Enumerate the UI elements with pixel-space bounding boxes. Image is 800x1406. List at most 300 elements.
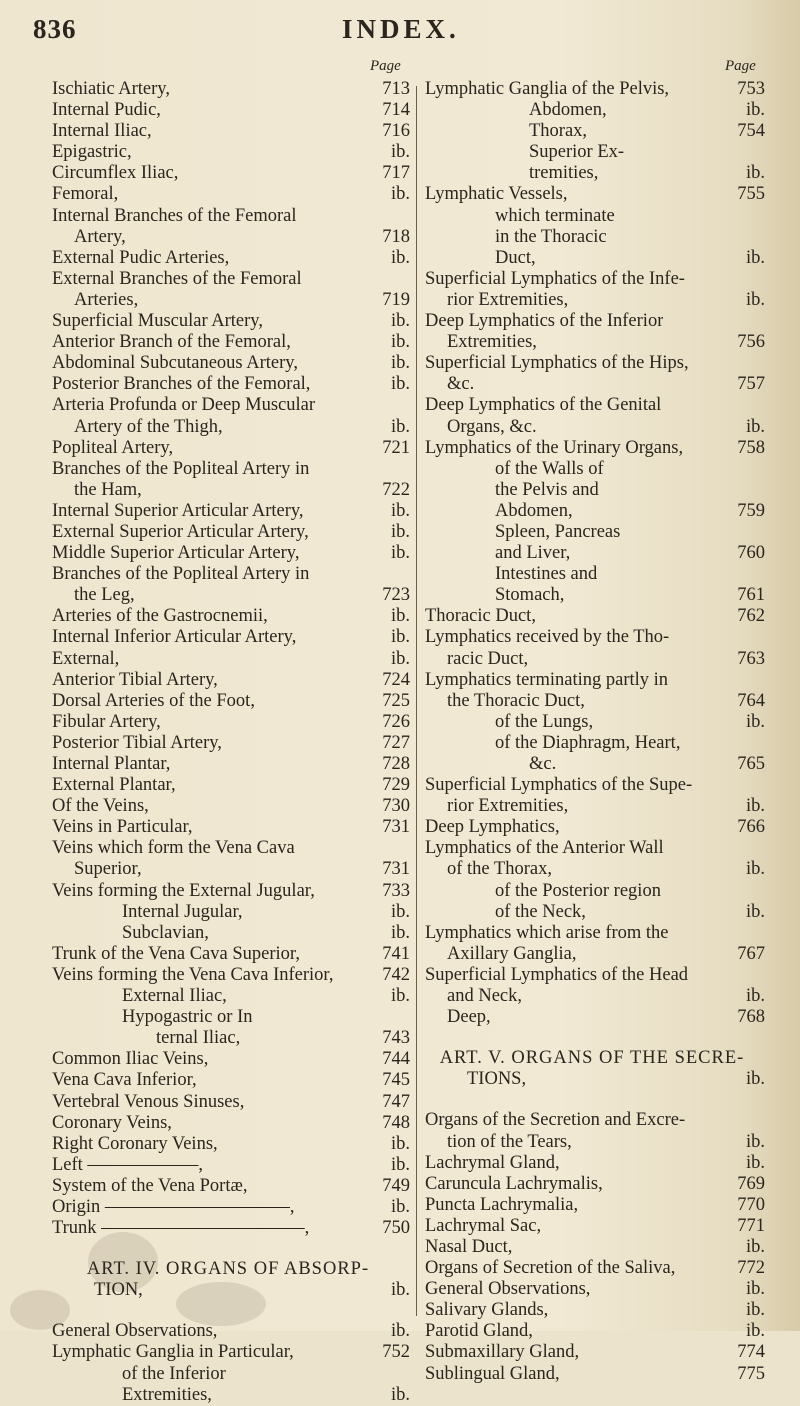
entry-text: Lymphatics which arise from the [425, 922, 669, 943]
entry-text: Subclavian, [122, 922, 209, 943]
entry-page: 753 [737, 79, 765, 99]
index-entry [52, 248, 410, 269]
entry-text: Submaxillary Gland, [425, 1342, 580, 1363]
entry-page: 762 [737, 606, 765, 627]
entry-page: 765 [737, 754, 765, 774]
index-entry [52, 1321, 410, 1342]
entry-text: Femoral, [52, 184, 119, 205]
left-index-list [52, 79, 410, 1406]
entry-text: External Iliac, [122, 986, 227, 1007]
entry-text: Trunk of the Vena Cava Superior, [52, 943, 300, 964]
index-entry [425, 775, 765, 796]
entry-page: 722 [382, 479, 410, 500]
entry-text: Deep Lymphatics of the Genital [425, 395, 662, 416]
index-entry [425, 1258, 765, 1279]
entry-text: Lachrymal Gland, [425, 1152, 560, 1173]
index-entry [52, 1007, 410, 1028]
entry-text: Dorsal Arteries of the Foot, [52, 690, 255, 711]
entry-text: Internal Iliac, [52, 121, 152, 142]
entry-text: Stomach, [495, 585, 565, 606]
entry-page: ib. [390, 247, 410, 268]
index-entry [425, 1174, 765, 1195]
entry-text: Lachrymal Sac, [425, 1215, 542, 1236]
entry-text: Hypogastric or In [122, 1007, 253, 1028]
entry-page: ib. [745, 1131, 765, 1152]
entry-page: 747 [382, 1091, 410, 1112]
entry-page: ib. [745, 1152, 765, 1173]
entry-text: tion of the Tears, [447, 1131, 572, 1152]
entry-page: 774 [737, 1342, 765, 1363]
index-entry [52, 1113, 410, 1134]
entry-text: Deep Lymphatics of the Inferior [425, 311, 664, 332]
entry-text: Veins which form the Vena Cava [52, 838, 295, 859]
index-entry [425, 353, 765, 374]
index-entry [425, 290, 765, 311]
index-entry [425, 163, 765, 184]
index-entry [425, 100, 765, 121]
index-entry [52, 627, 410, 648]
index-entry [52, 712, 410, 733]
entry-page: 758 [737, 437, 765, 458]
index-entry [52, 691, 410, 712]
entry-page: ib. [745, 1279, 765, 1300]
entry-text: Veins forming the External Jugular, [52, 880, 315, 901]
index-entry [425, 670, 765, 691]
index-entry [425, 902, 765, 923]
entry-page: ib. [390, 521, 410, 542]
index-entry [425, 121, 765, 142]
entry-text: Duct, [495, 247, 536, 268]
entry-page: ib. [745, 1236, 765, 1257]
entry-page: 752 [382, 1342, 410, 1363]
entry-page: 723 [382, 585, 410, 606]
entry-text: External Superior Articular Artery, [52, 521, 309, 542]
entry-text: racic Duct, [447, 648, 529, 669]
index-entry [425, 417, 765, 438]
entry-page: 766 [737, 817, 765, 838]
entry-text: Caruncula Lachrymalis, [425, 1173, 603, 1194]
entry-text: Organs of the Secretion and Excre- [425, 1110, 686, 1131]
entry-page: ib. [390, 374, 410, 395]
index-entry [425, 395, 765, 416]
index-entry [52, 1070, 410, 1091]
section-heading [52, 1259, 410, 1280]
entry-text: Arteries, [74, 289, 139, 310]
entry-text: Coronary Veins, [52, 1112, 172, 1133]
index-entry [52, 290, 410, 311]
entry-text: Lymphatic Ganglia in Particular, [52, 1342, 294, 1363]
entry-text: of the Posterior region [495, 880, 661, 901]
index-entry [52, 332, 410, 353]
entry-page: 742 [382, 964, 410, 985]
entry-text: Epigastric, [52, 142, 132, 163]
index-entry [52, 438, 410, 459]
entry-text: of the Walls of [495, 458, 604, 479]
entry-text: Superficial Lymphatics of the Hips, [425, 353, 689, 374]
entry-page: ib. [745, 901, 765, 922]
entry-page: 726 [382, 711, 410, 732]
entry-text: Internal Inferior Articular Artery, [52, 627, 297, 648]
index-entry [425, 1110, 765, 1131]
index-entry [425, 1216, 765, 1237]
index-entry [52, 522, 410, 543]
index-entry [425, 1364, 765, 1385]
entry-text: Deep, [447, 1007, 491, 1028]
entry-text: Extremities, [447, 332, 537, 353]
entry-page: 741 [382, 943, 410, 964]
entry-text: which terminate [495, 205, 615, 226]
index-entry [52, 163, 410, 184]
index-entry [52, 1218, 410, 1239]
entry-page: ib. [390, 543, 410, 564]
index-entry [425, 838, 765, 859]
index-entry [52, 227, 410, 248]
entry-page: 756 [737, 332, 765, 353]
entry-page: ib. [745, 100, 765, 121]
index-entry [425, 1195, 765, 1216]
entry-text: Lymphatics received by the Tho- [425, 627, 670, 648]
index-entry [425, 606, 765, 627]
entry-text: Posterior Tibial Artery, [52, 732, 222, 753]
index-entry [425, 459, 765, 480]
index-entry [52, 733, 410, 754]
entry-text: Veins forming the Vena Cava Inferior, [52, 964, 334, 985]
index-entry [52, 1134, 410, 1155]
entry-text: Intestines and [495, 564, 598, 585]
entry-page: 719 [382, 289, 410, 310]
entry-text: Abdomen, [529, 100, 607, 121]
entry-text: Lymphatics terminating partly in [425, 669, 669, 690]
entry-text: TION, [94, 1280, 143, 1301]
entry-page: 748 [382, 1112, 410, 1133]
index-entry [52, 79, 410, 100]
index-entry [52, 1364, 410, 1385]
entry-text: Nasal Duct, [425, 1236, 513, 1257]
entry-page: 743 [382, 1028, 410, 1049]
entry-text: rior Extremities, [447, 289, 569, 310]
entry-text: of the Lungs, [495, 711, 594, 732]
index-entry [425, 543, 765, 564]
entry-page: ib. [390, 986, 410, 1007]
entry-text: Superior Ex- [529, 142, 625, 163]
index-entry [425, 374, 765, 395]
entry-text: Abdominal Subcutaneous Artery, [52, 353, 298, 374]
index-entry [52, 501, 410, 522]
entry-text: Parotid Gland, [425, 1321, 533, 1342]
index-entry [52, 1280, 410, 1301]
index-entry [52, 1197, 410, 1218]
index-entry [425, 649, 765, 670]
entry-text: rior Extremities, [447, 796, 569, 817]
entry-text: Branches of the Popliteal Artery in [52, 564, 310, 585]
entry-text: Left ——————, [52, 1154, 204, 1175]
index-entry [425, 438, 765, 459]
entry-page: ib. [390, 184, 410, 205]
entry-page: 749 [382, 1175, 410, 1196]
entry-text: the Ham, [74, 479, 142, 500]
entry-text: Artery, [74, 226, 126, 247]
index-entry [425, 733, 765, 754]
entry-page: ib. [390, 606, 410, 627]
entry-page: 767 [737, 943, 765, 964]
entry-page: 729 [382, 775, 410, 796]
entry-text: &c. [447, 374, 475, 395]
index-entry [52, 606, 410, 627]
entry-text: and Neck, [447, 986, 522, 1007]
entry-text: Abdomen, [495, 500, 573, 521]
index-entry [425, 986, 765, 1007]
entry-text: ART. IV. ORGANS OF ABSORP- [86, 1259, 370, 1280]
index-entry [52, 585, 410, 606]
index-entry [425, 311, 765, 332]
entry-text: Arteria Profunda or Deep Muscular [52, 395, 316, 416]
entry-page: ib. [745, 1300, 765, 1321]
page-column-heading: Page [370, 58, 401, 74]
page-column-heading: Page [725, 58, 756, 74]
entry-text: External Pudic Arteries, [52, 247, 230, 268]
entry-text: Origin ——————————, [52, 1196, 295, 1217]
entry-page: ib. [745, 711, 765, 732]
entry-text: Posterior Branches of the Femoral, [52, 374, 311, 395]
entry-text: Lymphatics of the Urinary Organs, [425, 437, 684, 458]
index-entry [425, 1069, 765, 1090]
entry-text: System of the Vena Portæ, [52, 1175, 248, 1196]
entry-page: 725 [382, 690, 410, 711]
entry-text: tremities, [529, 163, 599, 184]
entry-page: 733 [382, 880, 410, 901]
entry-text: Popliteal Artery, [52, 437, 174, 458]
index-entry [425, 142, 765, 163]
index-entry [52, 1092, 410, 1113]
index-entry [52, 817, 410, 838]
entry-text: Branches of the Popliteal Artery in [52, 458, 310, 479]
entry-text: the Leg, [74, 585, 135, 606]
entry-page: ib. [745, 289, 765, 310]
index-entry [52, 944, 410, 965]
entry-page: ib. [390, 648, 410, 669]
entry-page: ib. [745, 247, 765, 268]
index-entry [52, 1155, 410, 1176]
entry-page: 764 [737, 690, 765, 711]
entry-text: Lymphatic Ganglia of the Pelvis, [425, 79, 670, 99]
index-entry [425, 1132, 765, 1153]
index-entry [52, 902, 410, 923]
index-entry [52, 311, 410, 332]
index-entry [425, 1342, 765, 1363]
entry-text: TIONS, [467, 1069, 527, 1090]
entry-page: ib. [390, 416, 410, 437]
entry-page: ib. [745, 986, 765, 1007]
entry-page: 760 [737, 543, 765, 564]
entry-page: 714 [382, 100, 410, 121]
index-entry [425, 184, 765, 205]
right-index-list [425, 79, 765, 1385]
index-entry [425, 1279, 765, 1300]
index-entry [52, 775, 410, 796]
entry-page: 763 [737, 648, 765, 669]
entry-text: Superior, [74, 859, 142, 880]
index-entry [425, 480, 765, 501]
index-entry [52, 374, 410, 395]
index-entry [52, 649, 410, 670]
index-entry [425, 332, 765, 353]
entry-text: Lymphatic Vessels, [425, 184, 568, 205]
index-entry [425, 564, 765, 585]
entry-text: of the Diaphragm, Heart, [495, 732, 681, 753]
entry-text: Superficial Lymphatics of the Infe- [425, 268, 685, 289]
entry-text: Thoracic Duct, [425, 606, 536, 627]
index-entry [425, 248, 765, 269]
entry-page: ib. [390, 353, 410, 374]
entry-text: Veins in Particular, [52, 817, 193, 838]
entry-page: ib. [745, 163, 765, 184]
index-entry [52, 395, 410, 416]
entry-text: Trunk ———————————, [52, 1218, 310, 1239]
index-entry [425, 881, 765, 902]
entry-text: Superficial Lymphatics of the Supe- [425, 775, 693, 796]
index-entry [52, 986, 410, 1007]
index-entry [52, 838, 410, 859]
entry-text: Internal Pudic, [52, 100, 161, 121]
entry-page: 716 [382, 121, 410, 142]
entry-text: Sublingual Gland, [425, 1363, 560, 1384]
index-entry [425, 1321, 765, 1342]
entry-page: 731 [382, 817, 410, 838]
index-entry [52, 353, 410, 374]
entry-text: Puncta Lachrymalia, [425, 1194, 579, 1215]
index-entry [425, 754, 765, 775]
entry-page: 744 [382, 1049, 410, 1070]
entry-page: 775 [737, 1363, 765, 1384]
entry-text: Anterior Branch of the Femoral, [52, 332, 291, 353]
index-entry [425, 859, 765, 880]
index-entry [425, 227, 765, 248]
index-entry [52, 796, 410, 817]
entry-page: 771 [737, 1215, 765, 1236]
index-entry [52, 564, 410, 585]
index-entry [52, 881, 410, 902]
entry-page: ib. [390, 901, 410, 922]
entry-page: ib. [390, 922, 410, 943]
entry-page: ib. [745, 1321, 765, 1342]
index-entry [425, 627, 765, 648]
entry-text: Deep Lymphatics, [425, 817, 560, 838]
page-number: 836 [33, 14, 77, 44]
entry-page: 769 [737, 1173, 765, 1194]
entry-text: Axillary Ganglia, [447, 943, 577, 964]
index-entry [425, 522, 765, 543]
entry-text: Middle Superior Articular Artery, [52, 543, 300, 564]
entry-text: Right Coronary Veins, [52, 1133, 218, 1154]
entry-page: ib. [390, 627, 410, 648]
index-entry [52, 480, 410, 501]
entry-text: Internal Plantar, [52, 754, 171, 774]
entry-text: Organs, &c. [447, 416, 537, 437]
entry-text: General Observations, [52, 1321, 218, 1342]
entry-text: Of the Veins, [52, 796, 149, 817]
section-heading [425, 1048, 765, 1069]
entry-page: 724 [382, 669, 410, 690]
entry-page: 727 [382, 732, 410, 753]
entry-text: External, [52, 648, 120, 669]
entry-page: 772 [737, 1258, 765, 1279]
entry-text: Anterior Tibial Artery, [52, 669, 218, 690]
entry-page: ib. [745, 796, 765, 817]
entry-text: of the Neck, [495, 901, 586, 922]
entry-page: ib. [390, 1154, 410, 1175]
entry-text: Internal Branches of the Femoral [52, 205, 297, 226]
entry-text: Superficial Lymphatics of the Head [425, 964, 689, 985]
index-entry [52, 670, 410, 691]
index-entry [425, 585, 765, 606]
entry-page: ib. [745, 1069, 765, 1090]
entry-text: Circumflex Iliac, [52, 163, 179, 184]
entry-text: the Thoracic Duct, [447, 690, 585, 711]
entry-text: ART. V. ORGANS OF THE SECRE- [439, 1048, 745, 1069]
entry-page: ib. [390, 1280, 410, 1301]
index-entry [425, 796, 765, 817]
entry-text: in the Thoracic [495, 226, 607, 247]
index-entry [52, 100, 410, 121]
entry-page: 768 [737, 1007, 765, 1028]
index-entry [425, 817, 765, 838]
entry-page: ib. [390, 142, 410, 163]
index-entry [52, 923, 410, 944]
index-entry [425, 712, 765, 733]
entry-text: External Branches of the Femoral [52, 268, 302, 289]
entry-text: Thorax, [529, 121, 588, 142]
index-entry [52, 142, 410, 163]
entry-text: Salivary Glands, [425, 1300, 549, 1321]
index-entry [52, 1385, 410, 1406]
index-entry [425, 501, 765, 522]
index-entry [52, 269, 410, 290]
entry-text: Ischiatic Artery, [52, 79, 170, 99]
entry-page: 770 [737, 1194, 765, 1215]
entry-page: ib. [390, 332, 410, 353]
index-entry [425, 1153, 765, 1174]
entry-text: Arteries of the Gastrocnemii, [52, 606, 268, 627]
index-entry [52, 121, 410, 142]
index-entry [52, 184, 410, 205]
index-entry [52, 459, 410, 480]
entry-text: Vena Cava Inferior, [52, 1070, 197, 1091]
index-entry [425, 691, 765, 712]
entry-text: Common Iliac Veins, [52, 1049, 209, 1070]
entry-text: of the Thorax, [447, 859, 552, 880]
entry-page: 718 [382, 226, 410, 247]
index-entry [425, 269, 765, 290]
index-entry [425, 944, 765, 965]
entry-page: 728 [382, 754, 410, 774]
index-entry [52, 1049, 410, 1070]
entry-page: ib. [390, 311, 410, 332]
entry-text: and Liver, [495, 543, 571, 564]
header-title: INDEX. [342, 14, 460, 44]
index-entry [52, 1028, 410, 1049]
entry-page: 755 [737, 184, 765, 205]
entry-text: the Pelvis and [495, 479, 599, 500]
index-entry [52, 417, 410, 438]
index-entry [52, 543, 410, 564]
entry-text: &c. [529, 754, 557, 774]
entry-page: ib. [390, 1196, 410, 1217]
running-header [0, 10, 800, 46]
entry-page: ib. [745, 416, 765, 437]
entry-page: 745 [382, 1070, 410, 1091]
entry-text: Superficial Muscular Artery, [52, 311, 263, 332]
entry-page: 713 [382, 79, 410, 99]
